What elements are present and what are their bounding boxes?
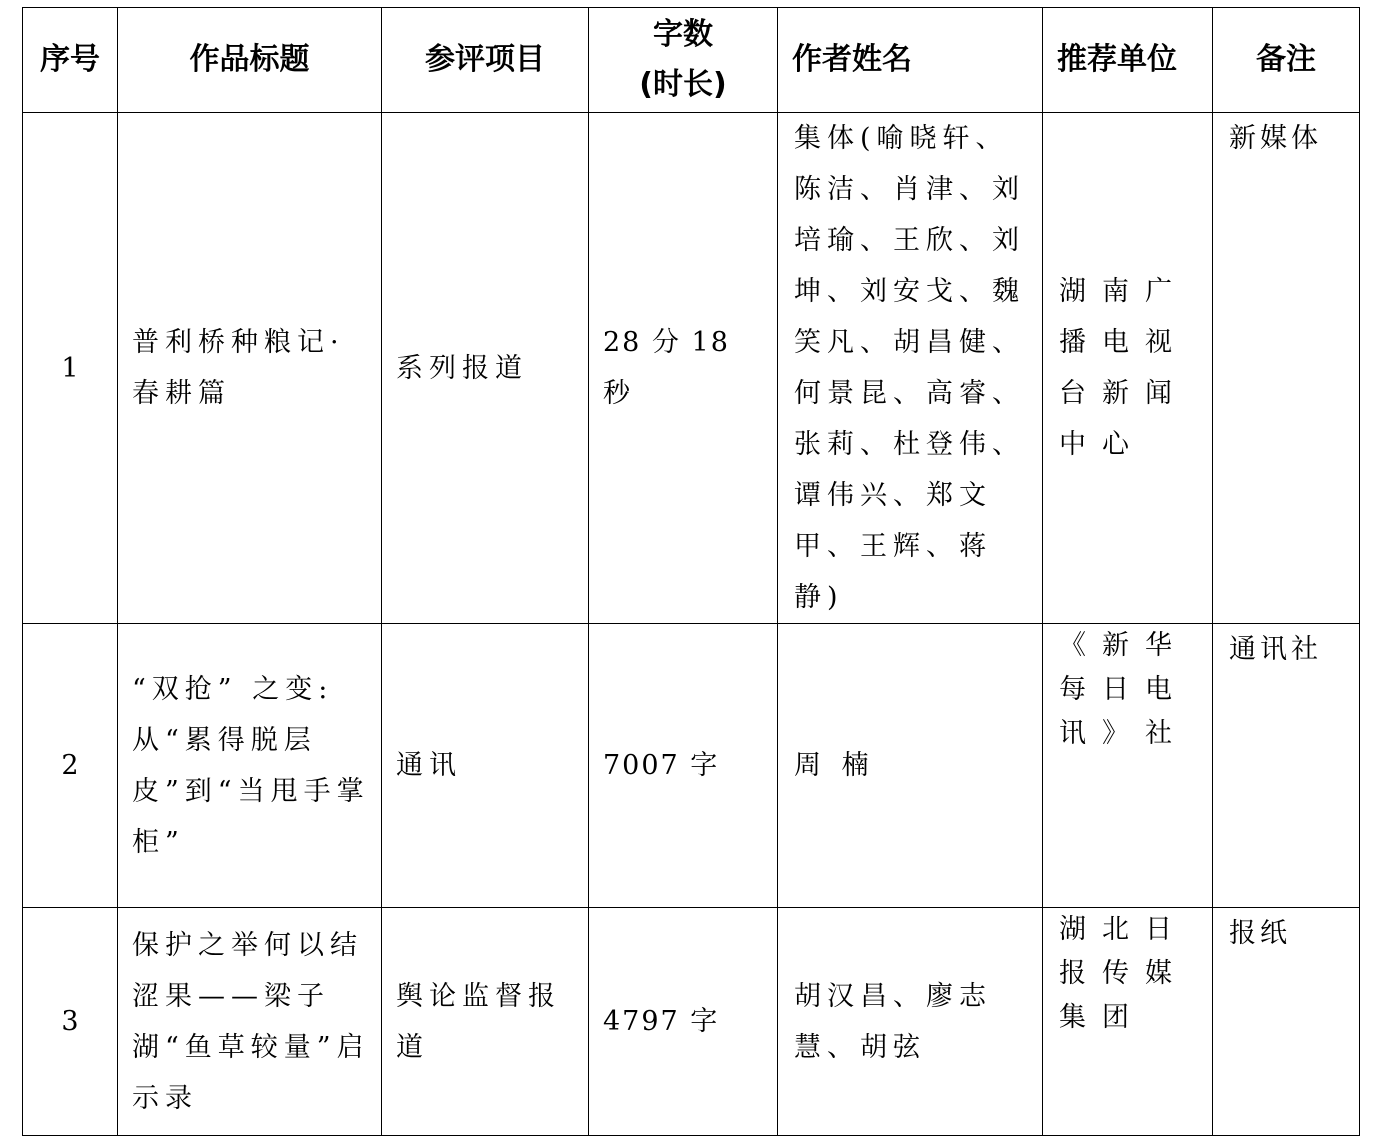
cell-title: 保护之举何以结涩果——梁子湖“鱼草较量”启示录 (118, 908, 382, 1136)
header-category: 参评项目 (382, 8, 589, 113)
cell-unit: 湖南广播电视台新闻中心 (1043, 113, 1213, 624)
header-authors: 作者姓名 (778, 8, 1043, 113)
table-row (23, 908, 1360, 1136)
cell-note: 新媒体 (1213, 113, 1360, 624)
awards-table (22, 7, 1360, 1136)
cell-note: 报纸 (1213, 908, 1360, 1136)
cell-authors: 周 楠 (778, 624, 1043, 908)
cell-seq: 3 (23, 908, 118, 1136)
header-length-line2: (时长) (639, 67, 727, 102)
cell-authors: 集体(喻晓轩、陈洁、肖津、刘培瑜、王欣、刘坤、刘安戈、魏笑凡、胡昌健、何景昆、高睿、张莉、杜登伟、谭伟兴、郑文甲、王辉、蒋静) (778, 113, 1043, 624)
cell-unit: 《新华每日电讯》社 (1043, 624, 1213, 908)
cell-unit: 湖北日报传媒集团 (1043, 908, 1213, 1136)
cell-note: 通讯社 (1213, 624, 1360, 908)
cell-seq: 1 (23, 113, 118, 624)
cell-seq: 2 (23, 624, 118, 908)
table-row (23, 624, 1360, 908)
header-seq: 序号 (23, 8, 118, 113)
cell-category: 舆论监督报道 (382, 908, 589, 1136)
header-title: 作品标题 (118, 8, 382, 113)
cell-title: “双抢” 之变:从“累得脱层皮”到“当甩手掌柜” (118, 624, 382, 908)
cell-authors: 胡汉昌、廖志慧、胡弦 (778, 908, 1043, 1136)
header-note: 备注 (1213, 8, 1360, 113)
header-row (23, 8, 1360, 113)
cell-category: 通讯 (382, 624, 589, 908)
header-length-line1: 字数 (653, 17, 713, 52)
cell-length: 28 分 18 秒 (589, 113, 778, 624)
cell-category: 系列报道 (382, 113, 589, 624)
cell-length: 7007 字 (589, 624, 778, 908)
header-length (589, 8, 778, 113)
table-row (23, 113, 1360, 624)
cell-length: 4797 字 (589, 908, 778, 1136)
header-unit: 推荐单位 (1043, 8, 1213, 113)
cell-title: 普利桥种粮记·春耕篇 (118, 113, 382, 624)
